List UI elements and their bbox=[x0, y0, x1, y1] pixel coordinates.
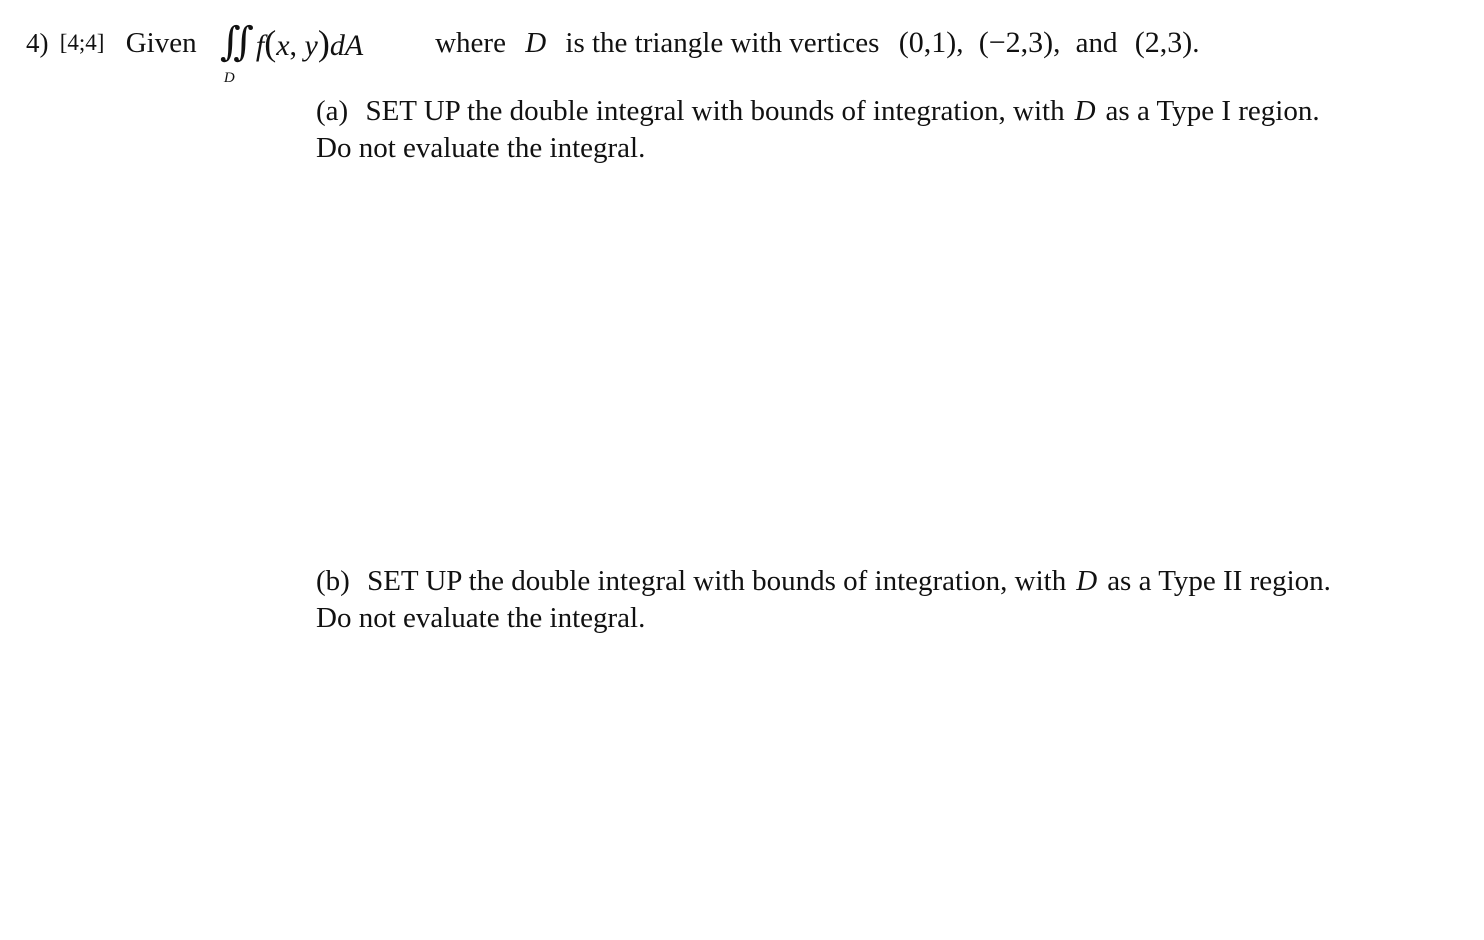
part-a bbox=[316, 93, 1320, 167]
integrand bbox=[256, 18, 363, 71]
left-paren: ( bbox=[264, 23, 277, 63]
and-word: and bbox=[1075, 27, 1118, 59]
part-b-text-after: as a Type II region. bbox=[1107, 565, 1331, 597]
part-b bbox=[316, 563, 1331, 637]
part-a-line-1 bbox=[316, 93, 1320, 130]
area-element: dA bbox=[329, 29, 364, 62]
right-paren: ) bbox=[317, 23, 330, 63]
triangle-description: is the triangle with vertices bbox=[565, 27, 880, 59]
part-b-line-1 bbox=[316, 563, 1331, 600]
integral-region-subscript: D bbox=[223, 70, 235, 86]
double-integral-symbol: ∬ bbox=[219, 19, 240, 65]
part-a-text-after: as a Type I region. bbox=[1105, 95, 1320, 127]
question-number: 4) bbox=[26, 28, 49, 58]
where-word: where bbox=[435, 27, 506, 59]
given-word: Given bbox=[125, 27, 197, 59]
part-a-region-d: D bbox=[1074, 95, 1096, 127]
double-integral bbox=[219, 18, 400, 86]
function-f: f bbox=[255, 29, 265, 62]
vertex-2: (−2,3) bbox=[978, 26, 1054, 59]
part-a-label: (a) bbox=[316, 95, 349, 127]
final-period: . bbox=[1192, 27, 1200, 59]
integrand-comma: , bbox=[289, 29, 298, 62]
vertex-separator-1: , bbox=[956, 27, 964, 59]
vertex-3: (2,3) bbox=[1134, 26, 1193, 59]
vertex-separator-2: , bbox=[1053, 27, 1061, 59]
part-b-label: (b) bbox=[316, 565, 350, 597]
part-b-line-2: Do not evaluate the integral. bbox=[316, 602, 646, 634]
var-y: y bbox=[304, 29, 318, 62]
var-x: x bbox=[276, 29, 290, 62]
part-a-line-2: Do not evaluate the integral. bbox=[316, 132, 646, 164]
part-b-region-d: D bbox=[1076, 565, 1098, 597]
point-values: [4;4] bbox=[59, 30, 105, 55]
part-a-text-before: SET UP the double integral with bounds of integration, with bbox=[365, 95, 1065, 127]
vertex-1: (0,1) bbox=[898, 26, 957, 59]
part-b-text-before: SET UP the double integral with bounds of integration, with bbox=[367, 565, 1067, 597]
problem-statement bbox=[26, 18, 1200, 86]
region-d: D bbox=[525, 27, 547, 59]
